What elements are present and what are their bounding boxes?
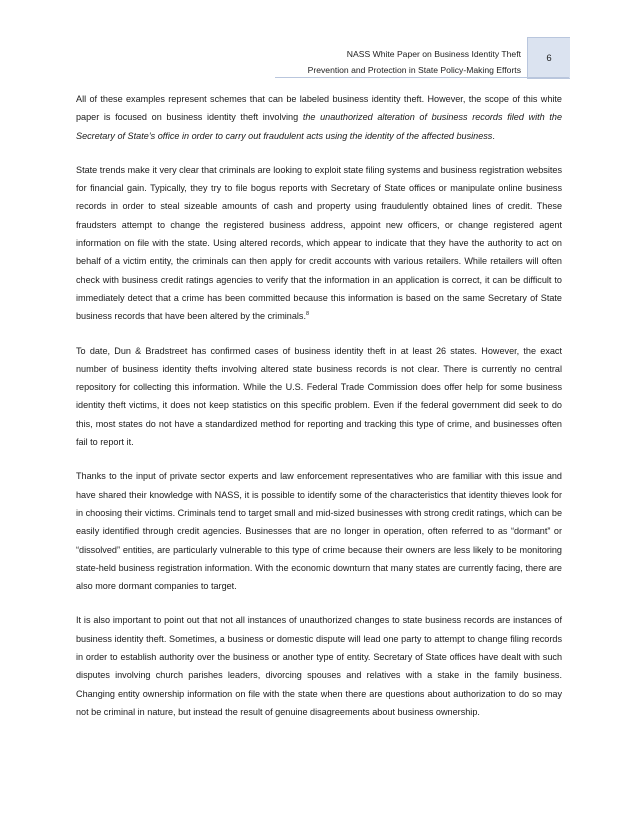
page-number: 6 [546,52,552,64]
paragraph-3: To date, Dun & Bradstreet has confirmed cases of business identity theft in at least 26 states. However, the exact number of business identity thefts involving altered state business records is not clear. There is currently no central repository for collecting this information. While the U.S. Federal Trade Commission does offer help for some business identity theft victims, it does not keep statistics on this specific problem. Even if the federal government did seek to do this, most states do not have a standardized method for reporting and tracking this type of crime, and businesses often fail to report it. [76,345,562,448]
running-header [308,46,521,78]
paragraph-1-italic: the unauthorized alteration of business records filed with the Secretary of State’s office in order to carry out fraudulent acts using the identity of the affected business [76,112,562,141]
body-text [76,90,562,737]
paragraph-1-end: . [492,130,495,141]
header-subtitle: Prevention and Protection in State Policy-Making Efforts [307,65,521,75]
paragraph-1-text: All of these examples represent schemes that can be labeled business identity theft. However, the scope of this white paper is focused on business identity theft involving [76,94,562,123]
paragraph-2 [76,161,562,326]
header-divider [275,77,569,78]
paragraph-2-text: State trends make it very clear that criminals are looking to exploit state filing systems and business registration websites for financial gain. Typically, they try to file bogus reports with Secretary of State offices or manipulate online business records in order to steal sizeable amounts of cash and property using fraudulently obtained lines of credit. These fraudsters attempt to change the registered business address, appoint new officers, or change registered agent information on file with the state. Using altered records, which appear to indicate that they have the authority to act on behalf of a victim entity, the criminals can then apply for credit accounts with various retailers. While retailers will often check with business credit ratings agencies to verify that the information in an application is correct, it can be difficult to immediately detect that a crime has been committed because this information is based on the same Secretary of State business records that have been altered by the criminals. [76,164,562,322]
footnote-reference[interactable]: 8 [306,311,310,318]
paragraph-5: It is also important to point out that not all instances of unauthorized changes to state business records are instances of business identity theft. Sometimes, a business or domestic dispute will lead one party to attempt to change filing records in order to establish authority over the business or another type of entity. Secretary of State offices have dealt with such disputes involving church parishes leaders, divorcing spouses and relatives with a stake in the family business. Changing entity ownership information on file with the state when there are questions about authorization to do so may not be criminal in nature, but instead the result of genuine disagreements about business ownership. [76,615,562,717]
paragraph-1 [76,90,562,145]
header-title: NASS White Paper on Business Identity Theft [346,49,521,59]
page-number-box [527,37,570,79]
paragraph-4: Thanks to the input of private sector experts and law enforcement representatives who are familiar with this issue and have shared their knowledge with NASS, it is possible to identify some of the characteristics that identity thieves look for in choosing their victims. Criminals tend to target small and mid-sized businesses with strong credit ratings, which can be easily identified through credit agencies. Businesses that are no longer in operation, often referred to as “dormant” or “dissolved” entities, are particularly vulnerable to this type of crime because their owners are less likely to be monitoring state-held business registration information. With the economic downturn that many states are currently facing, there are also more dormant companies to target. [76,471,562,592]
